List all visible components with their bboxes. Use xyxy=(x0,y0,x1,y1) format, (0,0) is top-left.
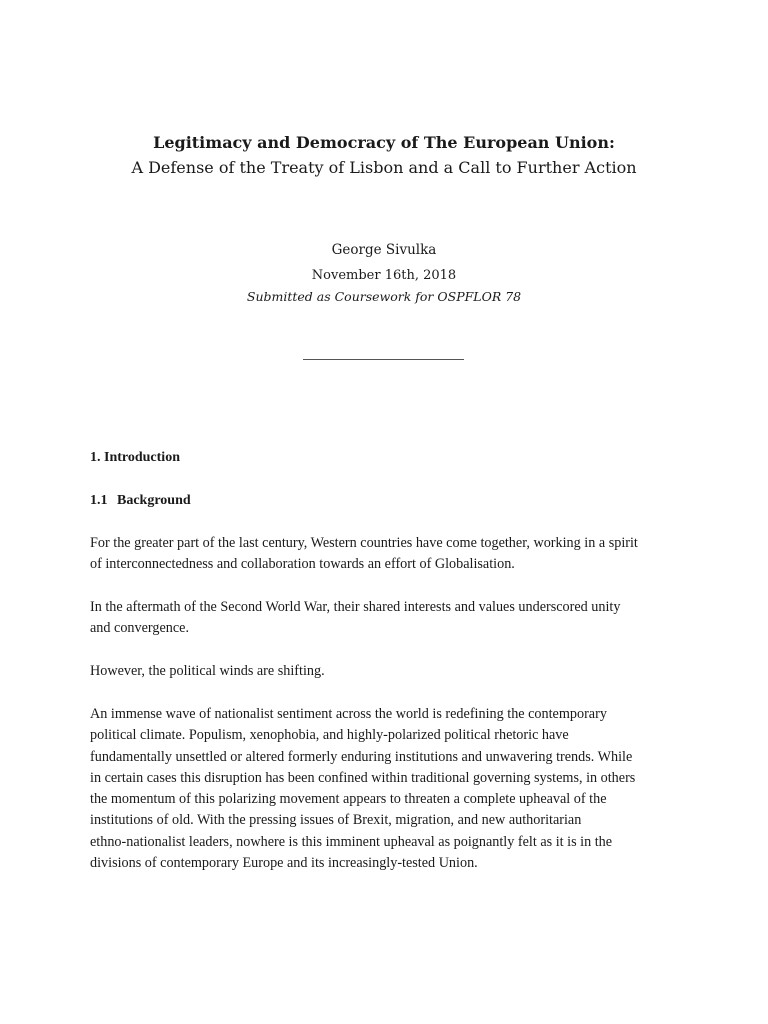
document-title: Legitimacy and Democracy of The European Union: xyxy=(153,133,615,152)
paragraph-line: institutions of old. With the pressing issues of Brexit, migration, and new authoritarian xyxy=(90,812,582,829)
subsection-title: Background xyxy=(117,493,191,508)
paragraph-line: For the greater part of the last century, Western countries have come together, working in a spirit xyxy=(90,535,638,551)
paragraph-postwar xyxy=(90,597,690,640)
section-heading-introduction xyxy=(90,448,180,468)
subsection-heading-background xyxy=(90,491,191,511)
paragraph-line: An immense wave of nationalist sentiment across the world is redefining the contemporary xyxy=(90,706,607,722)
paragraph-line: and convergence. xyxy=(90,620,190,637)
paragraph-line: ethno-nationalist leaders, nowhere is this imminent upheaval as poignantly felt as it is in the xyxy=(90,833,613,850)
paragraph-line: of interconnectedness and collaboration towards an effort of Globalisation. xyxy=(90,556,515,573)
paragraph-line: in certain cases this disruption has been confined within traditional governing systems, in others xyxy=(90,769,636,786)
submission-note: Submitted as Coursework for OSPFLOR 78 xyxy=(246,289,522,304)
paragraph-line: political climate. Populism, xenophobia, and highly-polarized political rhetoric have xyxy=(90,727,569,744)
paragraph-nationalism xyxy=(90,704,690,874)
document-subtitle: A Defense of the Treaty of Lisbon and a Call to Further Action xyxy=(131,158,637,177)
paragraph-line: fundamentally unsettled or altered formerly enduring institutions and unwavering trends. While xyxy=(90,748,633,765)
author-name: George Sivulka xyxy=(331,242,437,258)
title-divider xyxy=(303,359,464,360)
submission-date: November 16th, 2018 xyxy=(311,268,457,283)
paragraph-line: However, the political winds are shifting. xyxy=(90,663,325,679)
paragraph-shifting-winds xyxy=(90,661,690,682)
paragraph-line: the momentum of this polarizing movement appears to threaten a complete upheaval of the xyxy=(90,791,607,808)
paragraph-line: In the aftermath of the Second World War, their shared interests and values underscored unity xyxy=(90,599,621,615)
subsection-number: 1.1 xyxy=(90,493,108,508)
section-number: 1. xyxy=(90,450,101,465)
paragraph-globalisation xyxy=(90,533,690,576)
section-title: Introduction xyxy=(104,450,180,465)
paragraph-line: divisions of contemporary Europe and its increasingly-tested Union. xyxy=(90,855,478,872)
